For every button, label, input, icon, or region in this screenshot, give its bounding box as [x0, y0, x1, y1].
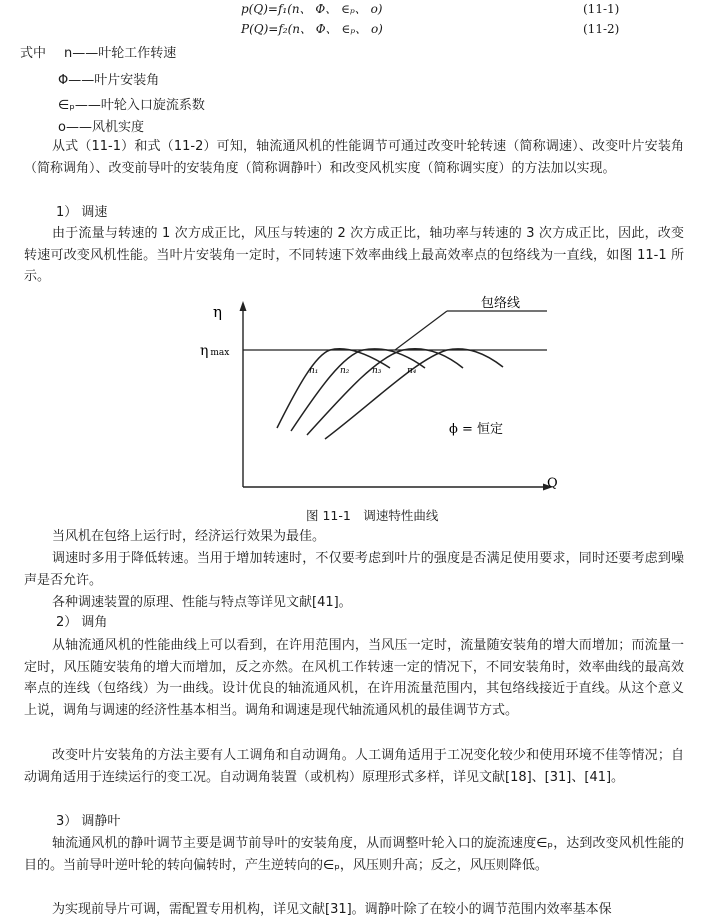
- curve-label-n2: n₂: [340, 366, 350, 376]
- paragraph-intro: 从式（11-1）和式（11-2）可知，轴流通风机的性能调节可通过改变叶轮转速（简称调速）、改变叶片安装角（简称调角）、改变前导叶的安装角度（简称调静叶）和改变风机实度（简称调实度）的方法加以实现。: [24, 139, 684, 176]
- heading-angle: 2） 调角: [56, 615, 108, 630]
- phi-constant-label: ϕ = 恒定: [449, 422, 504, 437]
- formula-11-2: P(Q)=f₂(n、 Φ、 ∈ₚ、 o): [241, 22, 383, 36]
- symbol-def-phi: Φ——叶片安装角: [58, 73, 160, 88]
- symbol-def-o: o——风机实度: [58, 120, 144, 135]
- x-axis-label: Q: [547, 476, 558, 491]
- paragraph-envelope: 当风机在包络上运行时，经济运行效果为最佳。: [52, 529, 326, 544]
- paragraph-speed-refs: 各种调速装置的原理、性能与特点等详见文献[41]。: [52, 595, 352, 610]
- symbols-lead: 式中: [20, 46, 47, 61]
- figure-caption: 图 11-1 调速特性曲线: [306, 508, 439, 523]
- curve-label-n4: n₄: [407, 366, 417, 376]
- figure-11-1: [185, 293, 565, 497]
- equation-number-11-2: (11-2): [583, 22, 620, 36]
- paragraph-angle: 从轴流通风机的性能曲线上可以看到，在许用范围内，当风压一定时，流量随安装角的增大而增加；而流量一定时，风压随安装角的增大而增加，反之亦然。在风机工作转速一定的情况下，不同安装角时，效率曲线的最高效率点的连线（包络线）为一曲线。设计优良的轴流通风机，在许用流量范围内，其包络线接近于直线。从这个意义上说，调角与调速的经济性基本相当。调角和调速是现代轴流通风机的最佳调节方式。: [24, 638, 684, 718]
- paragraph-speed-increase: 调速时多用于降低转速。当用于增加转速时，不仅要考虑到叶片的强度是否满足使用要求，同时还要考虑到噪声是否允许。: [24, 551, 684, 588]
- paragraph-guide-vane-mechanism: 为实现前导片可调，需配置专用机构，详见文献[31]。调静叶除了在较小的调节范围内效率基本保: [52, 902, 612, 917]
- curve-label-n1: n₁: [309, 366, 319, 376]
- efficiency-curve-n3: [307, 349, 463, 435]
- heading-speed: 1） 调速: [56, 205, 108, 220]
- paragraph-guide-vane: 轴流通风机的静叶调节主要是调节前导叶的安装角度，从而调整叶轮入口的旋流速度∈ₚ，达到改变风机性能的目的。当前导叶逆叶轮的转向偏转时，产生逆转向的∈ₚ，风压则升高；反之，风压则降低。: [24, 836, 684, 873]
- envelope-label: 包络线: [481, 296, 521, 311]
- efficiency-curve-n2: [291, 349, 425, 431]
- eta-max-label: ηmax: [200, 343, 230, 359]
- symbol-def-n: n——叶轮工作转速: [64, 46, 177, 61]
- heading-guide-vane: 3） 调静叶: [56, 814, 121, 829]
- symbol-def-ep: ∈ₚ——叶轮入口旋流系数: [58, 98, 205, 113]
- envelope-pointer: [395, 311, 447, 350]
- y-axis-label: η: [213, 303, 222, 321]
- equation-number-11-1: (11-1): [583, 2, 620, 16]
- efficiency-curve-n1: [277, 349, 390, 428]
- formula-11-1: p(Q)=f₁(n、 Φ、 ∈ₚ、 o): [241, 2, 383, 16]
- y-axis-arrow: [240, 301, 247, 311]
- paragraph-angle-methods: 改变叶片安装角的方法主要有人工调角和自动调角。人工调角适用于工况变化较少和使用环境不佳等情况；自动调角适用于连续运行的变工况。自动调角装置（或机构）原理形式多样，详见文献[18]、[31]、[41]。: [24, 748, 684, 785]
- curve-label-n3: n₃: [372, 366, 382, 376]
- speed-characteristic-chart: [185, 293, 565, 493]
- paragraph-speed: 由于流量与转速的 1 次方成正比，风压与转速的 2 次方成正比，轴功率与转速的 3 次方成正比，因此，改变转速可改变风机性能。当叶片安装角一定时，不同转速下效率曲线上最高效率点的包络线为一直线，如图 11-1 所示。: [24, 226, 684, 284]
